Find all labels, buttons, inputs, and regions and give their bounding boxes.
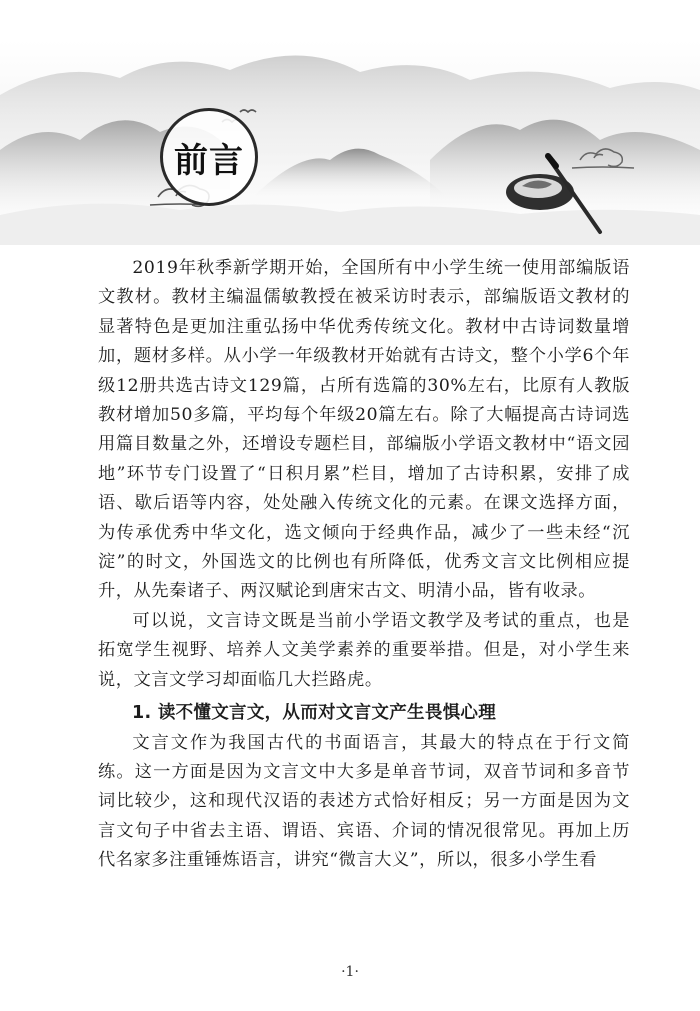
preface-title-badge <box>160 108 258 206</box>
landscape-illustration <box>0 0 700 250</box>
ink-landscape-banner <box>0 0 700 250</box>
body-paragraph: 可以说，文言诗文既是当前小学语文教学及考试的重点，也是拓宽学生视野、培养人文美学素养的重要举措。但是，对小学生来说，文言文学习却面临几大拦路虎。 <box>98 610 630 690</box>
section-heading: 1. 读不懂文言文，从而对文言文产生畏惧心理 <box>132 703 497 724</box>
preface-body <box>98 254 630 876</box>
page-number: ·1· <box>341 964 359 980</box>
body-paragraph: 2019年秋季新学期开始，全国所有中小学生统一使用部编版语文教材。教材主编温儒敏教授在被采访时表示，部编版语文教材的显著特色是更加注重弘扬中华优秀传统文化。教材中古诗词数量增加，题材多样。从小学一年级教材开始就有古诗文，整个小学6个年级12册共选古诗文129篇，占所有选篇的30%左右，比原有人教版教材增加50多篇，平均每个年级20篇左右。除了大幅提高古诗词选用篇目数量之外，还增设专题栏目，部编版小学语文教材中“语文园地”环节专门设置了“日积月累”栏目，增加了古诗积累，安排了成语、歇后语等内容，处处融入传统文化的元素。在课文选择方面，为传承优秀中华文化，选文倾向于经典作品，减少了一些未经“沉淀”的时文，外国选文的比例也有所降低，优秀文言文比例相应提升，从先秦诸子、两汉赋论到唐宋古文、明清小品，皆有收录。 <box>98 258 630 602</box>
section-paragraph: 文言文作为我国古代的书面语言，其最大的特点在于行文简练。这一方面是因为文言文中大多是单音节词，双音节词和多音节词比较少，这和现代汉语的表述方式恰好相反；另一方面是因为文言文句子中省去主语、谓语、宾语、介词的情况很常见。再加上历代名家多注重锤炼语言，讲究“微言大义”，所以，很多小学生看 <box>98 732 630 871</box>
page-title: 前言 <box>174 140 244 181</box>
